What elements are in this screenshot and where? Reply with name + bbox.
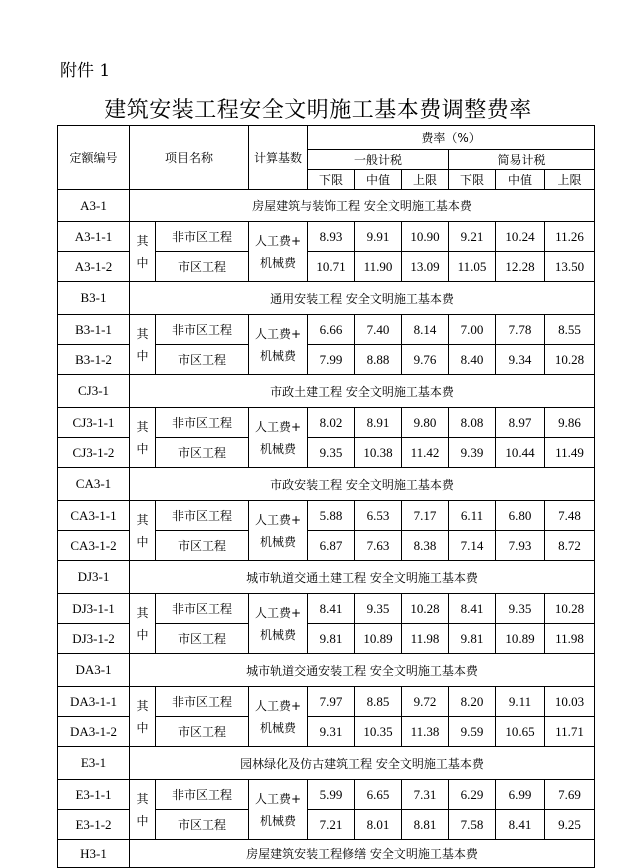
basis-line2: 机械费 — [260, 720, 297, 735]
rate-value: 8.41 — [496, 810, 545, 840]
rate-value: 7.93 — [496, 531, 545, 561]
table-row — [58, 780, 595, 810]
basis-line1: 人工费+ — [254, 698, 302, 713]
row-code: DJ3-1-2 — [58, 624, 130, 654]
non-urban-label: 非市区工程 — [156, 687, 249, 717]
section-row — [58, 561, 595, 594]
table-row — [58, 594, 595, 624]
rate-value: 13.50 — [545, 252, 595, 282]
rate-value: 10.24 — [496, 222, 545, 252]
rate-value: 9.76 — [402, 345, 449, 375]
rate-value: 9.59 — [449, 717, 496, 747]
basis-line1: 人工费+ — [254, 791, 302, 806]
qi-char: 其 — [136, 419, 149, 434]
basis-cell — [249, 780, 308, 840]
section-row — [58, 468, 595, 501]
basis-line2: 机械费 — [260, 813, 297, 828]
rate-value: 7.99 — [308, 345, 355, 375]
row-code: A3-1-2 — [58, 252, 130, 282]
header-mid: 中值 — [496, 170, 545, 190]
rate-value: 8.40 — [449, 345, 496, 375]
qizhong-label — [130, 222, 156, 282]
basis-line1: 人工费+ — [254, 326, 302, 341]
document-title: 建筑安装工程安全文明施工基本费调整费率 — [104, 98, 532, 123]
table-row — [58, 408, 595, 438]
header-lower: 下限 — [449, 170, 496, 190]
rate-value: 7.58 — [449, 810, 496, 840]
rate-value: 7.63 — [355, 531, 402, 561]
section-code: DJ3-1 — [58, 561, 130, 594]
basis-cell — [249, 408, 308, 468]
rate-value: 7.48 — [545, 501, 595, 531]
rate-value: 8.20 — [449, 687, 496, 717]
header-code: 定额编号 — [58, 126, 130, 190]
rate-value: 8.85 — [355, 687, 402, 717]
row-code: DJ3-1-1 — [58, 594, 130, 624]
rate-value: 7.97 — [308, 687, 355, 717]
rate-value: 9.11 — [496, 687, 545, 717]
rate-value: 11.05 — [449, 252, 496, 282]
rate-value: 7.40 — [355, 315, 402, 345]
zhong-char: 中 — [136, 720, 149, 735]
rate-value: 9.39 — [449, 438, 496, 468]
header-basis: 计算基数 — [249, 126, 308, 190]
header-rate: 费率（%） — [308, 126, 595, 150]
basis-cell — [249, 222, 308, 282]
rate-value: 12.28 — [496, 252, 545, 282]
zhong-char: 中 — [136, 627, 149, 642]
rate-value: 8.08 — [449, 408, 496, 438]
row-code: B3-1-1 — [58, 315, 130, 345]
rate-value: 8.41 — [449, 594, 496, 624]
row-code: E3-1-1 — [58, 780, 130, 810]
non-urban-label: 非市区工程 — [156, 594, 249, 624]
rate-value: 10.38 — [355, 438, 402, 468]
rate-value: 7.14 — [449, 531, 496, 561]
rate-value: 11.71 — [545, 717, 595, 747]
qizhong-label — [130, 594, 156, 654]
rate-value: 8.91 — [355, 408, 402, 438]
rate-value: 9.72 — [402, 687, 449, 717]
rate-value: 10.28 — [402, 594, 449, 624]
zhong-char: 中 — [136, 534, 149, 549]
section-row — [58, 747, 595, 780]
section-title: 市政土建工程 安全文明施工基本费 — [130, 375, 595, 408]
section-title: 市政安装工程 安全文明施工基本费 — [130, 468, 595, 501]
section-row — [58, 282, 595, 315]
zhong-char: 中 — [136, 813, 149, 828]
rate-value: 9.34 — [496, 345, 545, 375]
section-row — [58, 654, 595, 687]
basis-line1: 人工费+ — [254, 512, 302, 527]
rate-value: 11.98 — [545, 624, 595, 654]
rate-value: 10.71 — [308, 252, 355, 282]
table-row — [58, 315, 595, 345]
rate-value: 11.38 — [402, 717, 449, 747]
section-title: 园林绿化及仿古建筑工程 安全文明施工基本费 — [130, 747, 595, 780]
urban-label: 市区工程 — [156, 717, 249, 747]
rate-value: 11.26 — [545, 222, 595, 252]
non-urban-label: 非市区工程 — [156, 408, 249, 438]
table-row — [58, 687, 595, 717]
section-title: 城市轨道交通安装工程 安全文明施工基本费 — [130, 654, 595, 687]
table-row — [58, 222, 595, 252]
rate-value: 6.11 — [449, 501, 496, 531]
non-urban-label: 非市区工程 — [156, 780, 249, 810]
zhong-char: 中 — [136, 348, 149, 363]
rate-value: 11.42 — [402, 438, 449, 468]
rate-value: 6.53 — [355, 501, 402, 531]
section-row — [58, 375, 595, 408]
basis-line1: 人工费+ — [254, 605, 302, 620]
rate-value: 8.55 — [545, 315, 595, 345]
rate-value: 5.99 — [308, 780, 355, 810]
rate-value: 8.93 — [308, 222, 355, 252]
header-lower: 下限 — [308, 170, 355, 190]
rate-value: 11.49 — [545, 438, 595, 468]
basis-cell — [249, 687, 308, 747]
rate-value: 10.89 — [355, 624, 402, 654]
zhong-char: 中 — [136, 441, 149, 456]
qi-char: 其 — [136, 698, 149, 713]
row-code: CJ3-1-2 — [58, 438, 130, 468]
section-code: B3-1 — [58, 282, 130, 315]
section-row — [58, 840, 595, 868]
rate-value: 8.01 — [355, 810, 402, 840]
rate-value: 8.97 — [496, 408, 545, 438]
rate-table — [57, 125, 595, 868]
rate-value: 9.35 — [308, 438, 355, 468]
basis-cell — [249, 501, 308, 561]
row-code: CJ3-1-1 — [58, 408, 130, 438]
rate-value: 7.69 — [545, 780, 595, 810]
section-code: A3-1 — [58, 190, 130, 222]
basis-cell — [249, 594, 308, 654]
basis-line2: 机械费 — [260, 441, 297, 456]
section-row — [58, 190, 595, 222]
rate-value: 9.81 — [308, 624, 355, 654]
urban-label: 市区工程 — [156, 438, 249, 468]
rate-value: 9.21 — [449, 222, 496, 252]
basis-line2: 机械费 — [260, 255, 297, 270]
rate-value: 7.00 — [449, 315, 496, 345]
qi-char: 其 — [136, 605, 149, 620]
section-title: 房屋建筑安装工程修缮 安全文明施工基本费 — [130, 840, 595, 868]
rate-value: 10.44 — [496, 438, 545, 468]
non-urban-label: 非市区工程 — [156, 315, 249, 345]
rate-value: 8.14 — [402, 315, 449, 345]
rate-value: 7.21 — [308, 810, 355, 840]
section-title: 城市轨道交通土建工程 安全文明施工基本费 — [130, 561, 595, 594]
rate-value: 10.35 — [355, 717, 402, 747]
header-upper: 上限 — [545, 170, 595, 190]
header-mid: 中值 — [355, 170, 402, 190]
non-urban-label: 非市区工程 — [156, 222, 249, 252]
rate-value: 13.09 — [402, 252, 449, 282]
header-item-name: 项目名称 — [130, 126, 249, 190]
basis-line2: 机械费 — [260, 534, 297, 549]
rate-value: 10.28 — [545, 594, 595, 624]
urban-label: 市区工程 — [156, 624, 249, 654]
rate-value: 6.29 — [449, 780, 496, 810]
rate-value: 9.35 — [496, 594, 545, 624]
zhong-char: 中 — [136, 255, 149, 270]
basis-cell — [249, 315, 308, 375]
rate-value: 9.86 — [545, 408, 595, 438]
rate-value: 8.38 — [402, 531, 449, 561]
qizhong-label — [130, 687, 156, 747]
rate-value: 9.81 — [449, 624, 496, 654]
qizhong-label — [130, 501, 156, 561]
rate-value: 9.25 — [545, 810, 595, 840]
rate-value: 9.35 — [355, 594, 402, 624]
row-code: B3-1-2 — [58, 345, 130, 375]
qi-char: 其 — [136, 791, 149, 806]
basis-line2: 机械费 — [260, 348, 297, 363]
rate-value: 10.28 — [545, 345, 595, 375]
rate-value: 10.03 — [545, 687, 595, 717]
basis-line2: 机械费 — [260, 627, 297, 642]
header-general-tax: 一般计税 — [308, 150, 449, 170]
rate-value: 8.81 — [402, 810, 449, 840]
rate-value: 7.17 — [402, 501, 449, 531]
rate-value: 11.90 — [355, 252, 402, 282]
row-code: A3-1-1 — [58, 222, 130, 252]
row-code: CA3-1-2 — [58, 531, 130, 561]
qizhong-label — [130, 780, 156, 840]
rate-value: 10.90 — [402, 222, 449, 252]
row-code: E3-1-2 — [58, 810, 130, 840]
urban-label: 市区工程 — [156, 252, 249, 282]
qi-char: 其 — [136, 233, 149, 248]
rate-value: 6.87 — [308, 531, 355, 561]
section-title: 通用安装工程 安全文明施工基本费 — [130, 282, 595, 315]
qizhong-label — [130, 315, 156, 375]
header-upper: 上限 — [402, 170, 449, 190]
section-code: E3-1 — [58, 747, 130, 780]
urban-label: 市区工程 — [156, 810, 249, 840]
row-code: CA3-1-1 — [58, 501, 130, 531]
qi-char: 其 — [136, 326, 149, 341]
row-code: DA3-1-1 — [58, 687, 130, 717]
section-code: CA3-1 — [58, 468, 130, 501]
rate-value: 6.80 — [496, 501, 545, 531]
rate-value: 6.66 — [308, 315, 355, 345]
urban-label: 市区工程 — [156, 531, 249, 561]
rate-value: 9.31 — [308, 717, 355, 747]
rate-value: 9.80 — [402, 408, 449, 438]
qi-char: 其 — [136, 512, 149, 527]
rate-value: 8.72 — [545, 531, 595, 561]
rate-value: 9.91 — [355, 222, 402, 252]
section-code: CJ3-1 — [58, 375, 130, 408]
section-code: DA3-1 — [58, 654, 130, 687]
basis-line1: 人工费+ — [254, 233, 302, 248]
rate-value: 7.78 — [496, 315, 545, 345]
row-code: DA3-1-2 — [58, 717, 130, 747]
rate-value: 11.98 — [402, 624, 449, 654]
section-title: 房屋建筑与装饰工程 安全文明施工基本费 — [130, 190, 595, 222]
rate-value: 10.65 — [496, 717, 545, 747]
rate-value: 10.89 — [496, 624, 545, 654]
rate-value: 8.88 — [355, 345, 402, 375]
rate-value: 8.41 — [308, 594, 355, 624]
qizhong-label — [130, 408, 156, 468]
table-row — [58, 501, 595, 531]
rate-value: 6.65 — [355, 780, 402, 810]
rate-value: 6.99 — [496, 780, 545, 810]
rate-value: 8.02 — [308, 408, 355, 438]
attachment-label: 附件 1 — [60, 61, 111, 81]
non-urban-label: 非市区工程 — [156, 501, 249, 531]
urban-label: 市区工程 — [156, 345, 249, 375]
rate-value: 7.31 — [402, 780, 449, 810]
header-simple-tax: 简易计税 — [449, 150, 595, 170]
rate-value: 5.88 — [308, 501, 355, 531]
section-code: H3-1 — [58, 840, 130, 868]
basis-line1: 人工费+ — [254, 419, 302, 434]
